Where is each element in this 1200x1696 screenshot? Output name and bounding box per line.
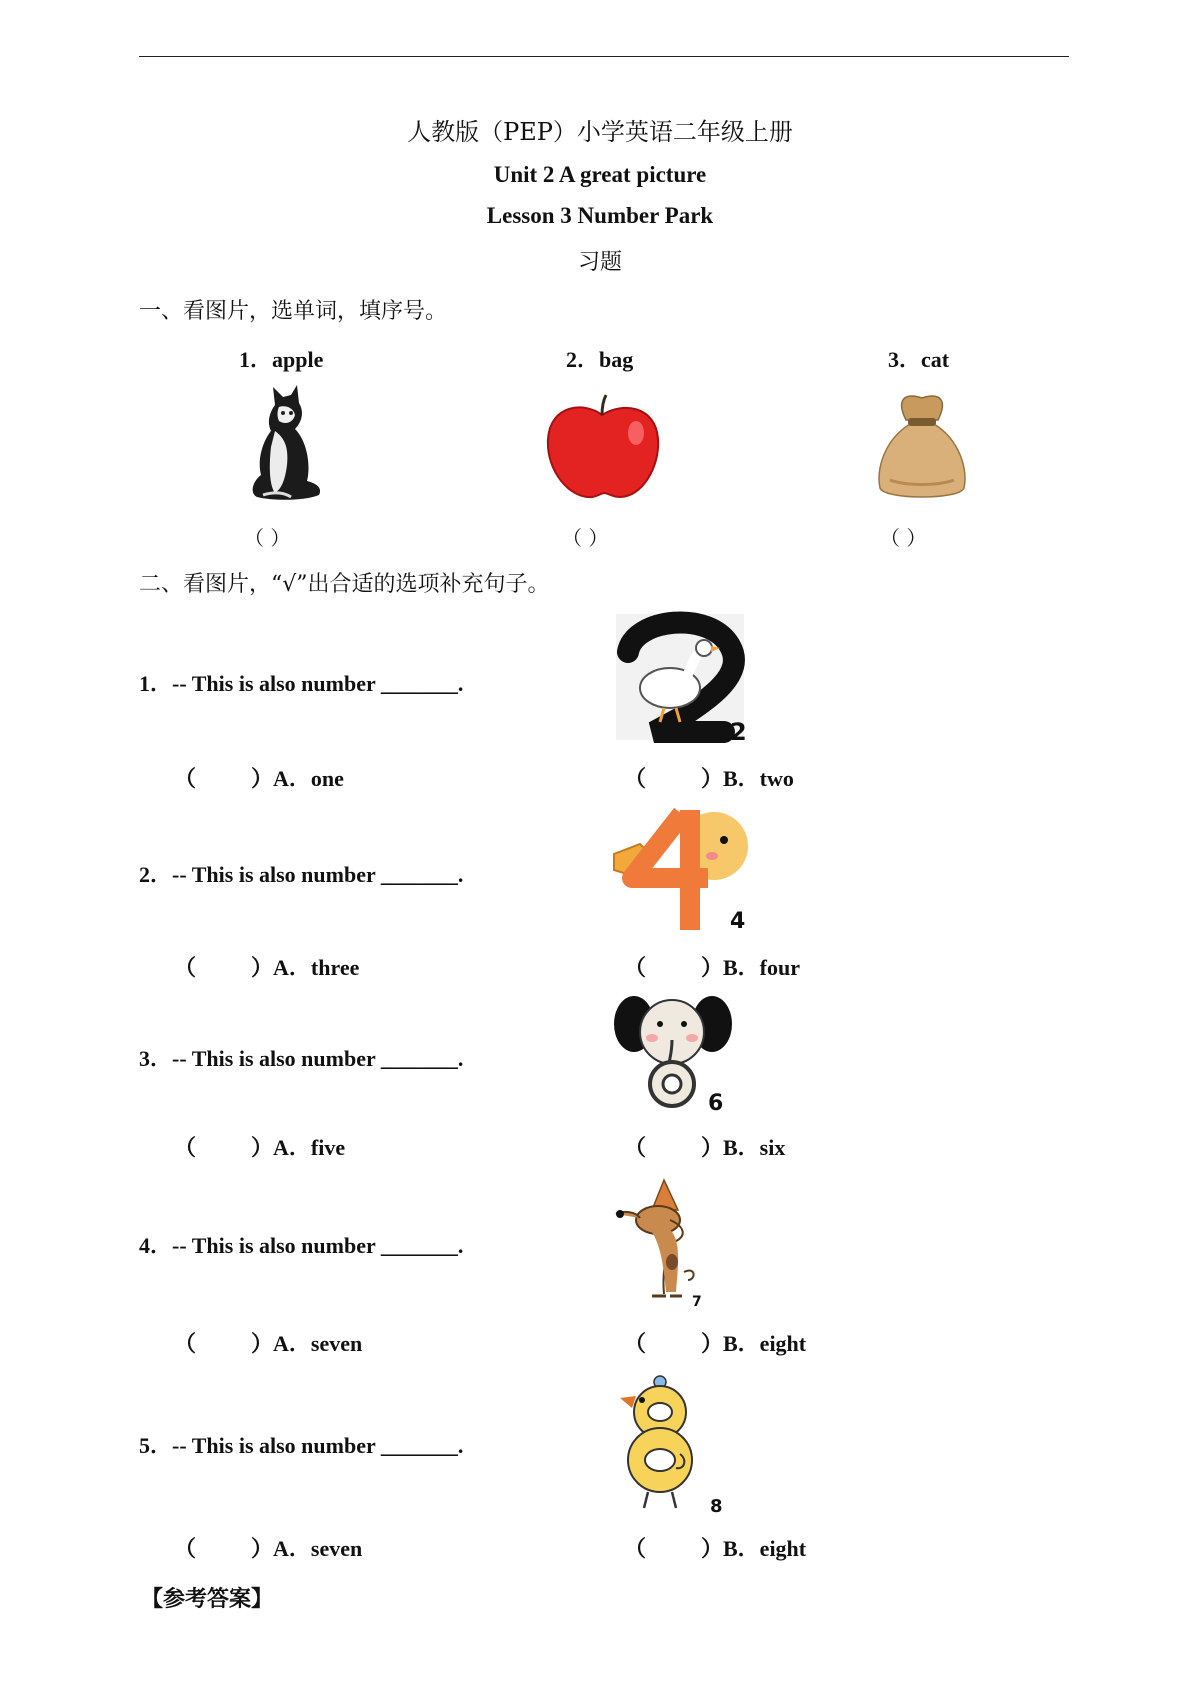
unit-title: Unit 2 A great picture xyxy=(493,162,707,187)
question-5: 5．-- This is also number _______. xyxy=(139,1433,464,1458)
lesson-title: Lesson 3 Number Park xyxy=(486,203,714,228)
question-1: 1．-- This is also number _______. xyxy=(139,671,464,696)
q4-option-b[interactable]: （ ）B．eight xyxy=(624,1331,807,1356)
answer-paren-3[interactable]: （ ） xyxy=(880,526,927,550)
digit-label-2: 2 xyxy=(730,718,747,746)
number-7-dog-icon xyxy=(612,1176,712,1310)
section1-heading: 一、看图片，选单词，填序号。 xyxy=(139,299,448,324)
question-4: 4．-- This is also number _______. xyxy=(139,1233,464,1258)
q3-option-b[interactable]: （ ）B．six xyxy=(624,1135,786,1160)
answer-key-heading: 【参考答案】 xyxy=(141,1586,274,1612)
digit-label-8: 8 xyxy=(710,1496,723,1517)
question-2: 2．-- This is also number _______. xyxy=(139,862,464,887)
word-cat: 3．cat xyxy=(888,347,950,372)
word-apple: 1．apple xyxy=(239,347,324,372)
q2-option-a[interactable]: （ ）A．three xyxy=(174,955,360,980)
word-bag: 2．bag xyxy=(566,347,634,372)
number-4-fish-icon xyxy=(612,808,754,934)
bag-icon xyxy=(876,390,968,502)
cat-icon xyxy=(245,385,325,503)
number-6-elephant-icon xyxy=(614,992,734,1114)
question-3: 3．-- This is also number _______. xyxy=(139,1046,464,1071)
q1-option-a[interactable]: （ ）A．one xyxy=(174,766,344,791)
answer-paren-2[interactable]: （ ） xyxy=(562,526,609,550)
digit-label-4: 4 xyxy=(730,909,746,934)
exercise-subtitle: 习题 xyxy=(577,250,622,275)
q4-option-a[interactable]: （ ）A．seven xyxy=(174,1331,363,1356)
apple-icon xyxy=(544,393,662,503)
digit-label-7: 7 xyxy=(692,1294,702,1310)
q5-option-a[interactable]: （ ）A．seven xyxy=(174,1536,363,1561)
page-title: 人教版（PEP）小学英语二年级上册 xyxy=(407,118,793,146)
q1-option-b[interactable]: （ ）B．two xyxy=(624,766,794,791)
q2-option-b[interactable]: （ ）B．four xyxy=(624,955,801,980)
digit-label-6: 6 xyxy=(708,1091,724,1116)
number-8-chick-icon xyxy=(614,1374,734,1518)
answer-paren-1[interactable]: （ ） xyxy=(244,526,291,550)
section2-heading: 二、看图片，“√”出合适的选项补充句子。 xyxy=(139,572,550,597)
number-2-goose-icon xyxy=(614,612,754,744)
header-rule xyxy=(139,56,1069,57)
q3-option-a[interactable]: （ ）A．five xyxy=(174,1135,346,1160)
q5-option-b[interactable]: （ ）B．eight xyxy=(624,1536,807,1561)
